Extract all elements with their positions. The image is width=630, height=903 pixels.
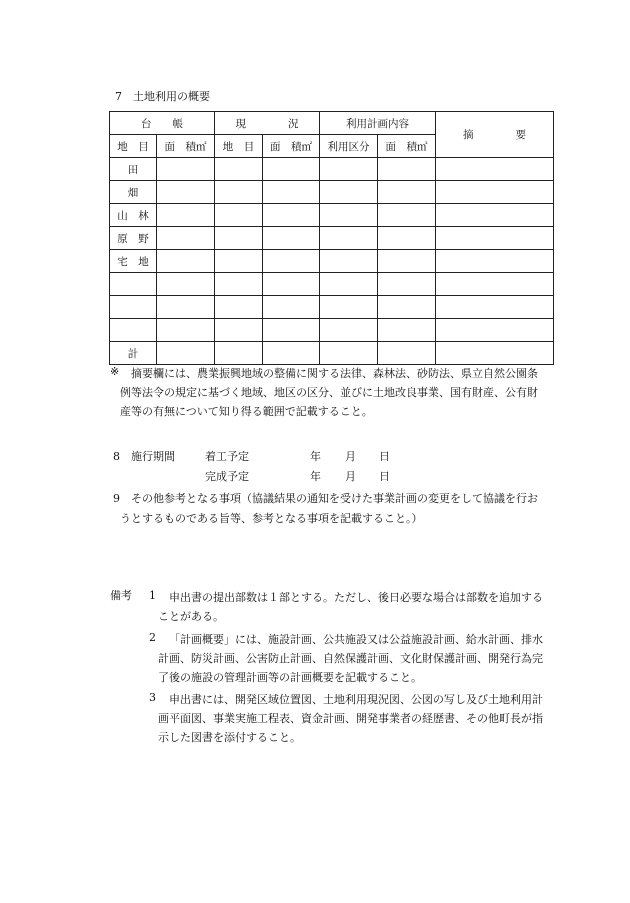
row-label: 山 林 bbox=[110, 204, 157, 227]
header-riyo-keikaku: 利用計画内容 bbox=[320, 112, 436, 135]
end-year-unit: 年 bbox=[310, 470, 321, 483]
table-header-row-1 bbox=[110, 112, 554, 135]
section-7-title: 7 土地利用の概要 bbox=[115, 90, 210, 103]
table-cell bbox=[378, 296, 436, 319]
table-cell bbox=[215, 319, 263, 342]
table-cell bbox=[320, 250, 378, 273]
table-cell bbox=[378, 319, 436, 342]
table-cell bbox=[436, 250, 554, 273]
row-label-total: 計 bbox=[110, 342, 157, 365]
table-cell bbox=[320, 181, 378, 204]
table-cell bbox=[157, 273, 215, 296]
table-row bbox=[110, 227, 554, 250]
table-cell bbox=[378, 250, 436, 273]
end-date-label: 完成予定 bbox=[205, 470, 249, 483]
table-cell bbox=[436, 319, 554, 342]
remark-line: 申出書には、開発区域位置図、土地利用現況図、公図の写し及び土地利用計 bbox=[169, 693, 543, 706]
table-cell bbox=[263, 250, 320, 273]
start-year-unit: 年 bbox=[310, 450, 321, 463]
table-row bbox=[110, 158, 554, 181]
section-9-text: うとするものである旨等、参考となる事項を記載すること。） bbox=[120, 512, 423, 525]
header-daicho-chimoku: 地 目 bbox=[110, 135, 157, 158]
table-cell bbox=[263, 227, 320, 250]
remark-line: 申出書の提出部数は１部とする。ただし、後日必要な場合は部数を追加する bbox=[169, 591, 543, 604]
row-label: 原 野 bbox=[110, 227, 157, 250]
table-cell bbox=[157, 181, 215, 204]
row-label bbox=[110, 296, 157, 319]
table-row bbox=[110, 250, 554, 273]
table-cell bbox=[320, 342, 378, 365]
remark-line: 計画、防災計画、公害防止計画、自然保護計画、文化財保護計画、開発行為完 bbox=[158, 652, 543, 665]
table-cell bbox=[378, 158, 436, 181]
table-row bbox=[110, 296, 554, 319]
header-genkyo: 現 況 bbox=[215, 112, 320, 135]
remark-line: 画平面図、事業実施工程表、資金計画、開発事業者の経歴書、その他町長が指 bbox=[158, 712, 543, 725]
section-9-number: 9 bbox=[113, 492, 120, 505]
note-mark: ※ bbox=[110, 365, 120, 378]
table-cell bbox=[263, 342, 320, 365]
header-tekiyo: 摘 要 bbox=[436, 112, 554, 158]
start-date-label: 着工予定 bbox=[205, 450, 249, 463]
table-cell bbox=[157, 227, 215, 250]
table-cell bbox=[215, 342, 263, 365]
remark-line: ことがある。 bbox=[158, 610, 224, 623]
section-8-label: 施行期間 bbox=[131, 450, 175, 463]
table-cell bbox=[263, 158, 320, 181]
table-cell bbox=[320, 319, 378, 342]
table-cell bbox=[378, 342, 436, 365]
section-8-number: 8 bbox=[113, 450, 120, 463]
row-label bbox=[110, 273, 157, 296]
table-cell bbox=[436, 296, 554, 319]
table-cell bbox=[215, 204, 263, 227]
table-cell bbox=[320, 204, 378, 227]
table-cell bbox=[215, 250, 263, 273]
table-cell bbox=[436, 227, 554, 250]
table-cell bbox=[157, 319, 215, 342]
table-cell bbox=[378, 227, 436, 250]
table-cell bbox=[157, 342, 215, 365]
table-row bbox=[110, 273, 554, 296]
table-cell bbox=[436, 273, 554, 296]
table-cell bbox=[157, 296, 215, 319]
start-day-unit: 日 bbox=[379, 450, 390, 463]
table-cell bbox=[263, 204, 320, 227]
end-month-unit: 月 bbox=[345, 470, 356, 483]
note-line: 摘要欄には、農業振興地域の整備に関する法律、森林法、砂防法、県立自然公園条 bbox=[131, 367, 538, 380]
table-cell bbox=[157, 158, 215, 181]
remark-line: 了後の施設の管理計画等の計画概要を記載すること。 bbox=[158, 671, 422, 684]
table-row bbox=[110, 181, 554, 204]
table-cell bbox=[436, 158, 554, 181]
table-cell bbox=[263, 296, 320, 319]
table-cell bbox=[378, 181, 436, 204]
table-cell bbox=[436, 204, 554, 227]
end-day-unit: 日 bbox=[379, 470, 390, 483]
table-cell bbox=[263, 181, 320, 204]
table-cell bbox=[215, 296, 263, 319]
table-cell bbox=[320, 158, 378, 181]
table-cell bbox=[157, 250, 215, 273]
row-label bbox=[110, 319, 157, 342]
header-daicho-menseki: 面 積㎡ bbox=[157, 135, 215, 158]
remark-1-number: 1 bbox=[149, 589, 156, 602]
row-label: 宅 地 bbox=[110, 250, 157, 273]
table-cell bbox=[320, 227, 378, 250]
header-keikaku-menseki: 面 積㎡ bbox=[378, 135, 436, 158]
section-9-text: その他参考となる事項（協議結果の通知を受けた事業計画の変更をして協議を行お bbox=[131, 492, 538, 505]
land-use-table bbox=[109, 111, 554, 365]
table-cell bbox=[215, 273, 263, 296]
table-cell bbox=[378, 204, 436, 227]
table-row bbox=[110, 319, 554, 342]
table-cell bbox=[215, 227, 263, 250]
table-cell bbox=[157, 204, 215, 227]
table-cell bbox=[436, 181, 554, 204]
table-cell bbox=[436, 342, 554, 365]
remark-2-number: 2 bbox=[149, 631, 156, 644]
table-cell bbox=[320, 296, 378, 319]
row-label: 田 bbox=[110, 158, 157, 181]
start-month-unit: 月 bbox=[345, 450, 356, 463]
note-line: 例等法令の規定に基づく地域、地区の区分、並びに土地改良事業、国有財産、公有財 bbox=[120, 386, 538, 399]
remarks-title: 備考 bbox=[110, 589, 132, 602]
table-cell bbox=[263, 273, 320, 296]
table-row bbox=[110, 204, 554, 227]
header-daicho: 台 帳 bbox=[110, 112, 215, 135]
table-cell bbox=[215, 181, 263, 204]
remark-line: 「計画概要」には、施設計画、公共施設又は公益施設計画、給水計画、排水 bbox=[169, 633, 543, 646]
header-keikaku-kubun: 利用区分 bbox=[320, 135, 378, 158]
header-genkyo-menseki: 面 積㎡ bbox=[263, 135, 320, 158]
remark-3-number: 3 bbox=[149, 691, 156, 704]
table-cell bbox=[320, 273, 378, 296]
table-cell bbox=[378, 273, 436, 296]
row-label: 畑 bbox=[110, 181, 157, 204]
note-line: 産等の有無について知り得る範囲で記載すること。 bbox=[120, 405, 373, 418]
table-cell bbox=[215, 158, 263, 181]
table-total-row bbox=[110, 342, 554, 365]
table-cell bbox=[263, 319, 320, 342]
remark-line: 示した図書を添付すること。 bbox=[158, 731, 301, 744]
header-genkyo-chimoku: 地 目 bbox=[215, 135, 263, 158]
